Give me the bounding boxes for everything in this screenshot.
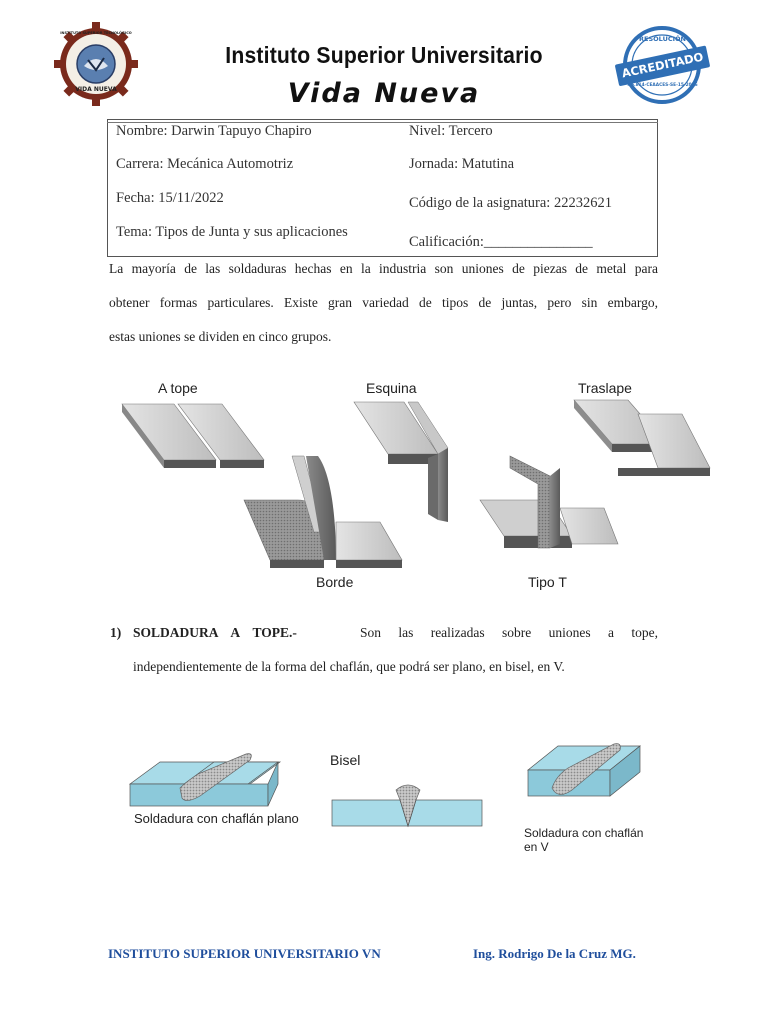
section-1-heading: SOLDADURA A TOPE.-	[133, 625, 297, 640]
lap-joint-drawing	[574, 400, 710, 476]
seal-main-text: ACREDITADO	[620, 49, 705, 81]
v-chamfer-drawing	[528, 744, 640, 796]
label-chaflan-plano: Soldadura con chaflán plano	[134, 811, 299, 826]
intro-line-2: obtener formas particulares. Existe gran variedad de tipos de juntas, pero sin embargo,	[109, 295, 658, 310]
joint-types-illustration	[118, 372, 718, 597]
joint-types-figure	[118, 372, 718, 597]
section-1-heading-line	[133, 625, 658, 641]
intro-line-3: estas uniones se dividen en cinco grupos.	[109, 329, 332, 344]
bevel-drawing	[332, 785, 482, 826]
edge-joint-drawing	[244, 456, 402, 568]
footer-teacher: Ing. Rodrigo De la Cruz MG.	[473, 946, 636, 961]
info-nivel: Nivel: Tercero	[409, 123, 493, 139]
section-1-line-2: independientemente de la forma del chaflán, que podrá ser plano, en bisel, en V.	[133, 659, 565, 674]
logo-ring-text: INSTITUTO SUPERIOR TECNOLÓGICO	[60, 31, 132, 35]
info-fecha: Fecha: 15/11/2022	[116, 190, 224, 206]
seal-bottom-text: No.814-CEAACES-SE-15-2016	[627, 83, 698, 88]
butt-joint-drawing	[122, 404, 264, 468]
intro-line-1: La mayoría de las soldaduras hechas en la industria son uniones de piezas de metal para	[109, 261, 658, 276]
info-tema: Tema: Tipos de Junta y sus aplicaciones	[116, 224, 348, 240]
info-jornada: Jornada: Matutina	[409, 156, 515, 172]
corner-joint-drawing	[354, 402, 448, 522]
footer-institute: INSTITUTO SUPERIOR UNIVERSITARIO VN	[108, 946, 381, 961]
label-chaflan-v: Soldadura con chaflán en V	[524, 826, 644, 854]
seal-top-text: RESOLUCIÓN	[639, 35, 686, 43]
flat-chamfer-drawing	[130, 754, 280, 806]
label-bisel: Bisel	[330, 752, 361, 768]
section-1-line-1: Son las realizadas sobre uniones a tope,	[359, 625, 658, 640]
info-calificacion: Calificación:_______________	[409, 234, 593, 250]
info-nombre: Nombre: Darwin Tapuyo Chapiro	[116, 123, 312, 139]
institution-title: Instituto Superior Universitario	[225, 42, 543, 68]
label-esquina: Esquina	[366, 380, 417, 396]
logo-bottom-text: VIDA NUEVA	[75, 86, 117, 93]
butt-weld-figure	[120, 738, 660, 854]
label-borde: Borde	[316, 574, 354, 590]
info-codigo: Código de la asignatura: 22232621	[409, 195, 612, 211]
label-traslape: Traslape	[578, 380, 632, 396]
label-a-tope: A tope	[158, 380, 198, 396]
label-tipo-t: Tipo T	[528, 574, 567, 590]
section-1-number: 1)	[110, 625, 122, 640]
institution-name: Vida Nueva	[287, 78, 481, 109]
tee-joint-drawing	[480, 456, 618, 548]
info-carrera: Carrera: Mecánica Automotriz	[116, 156, 294, 172]
